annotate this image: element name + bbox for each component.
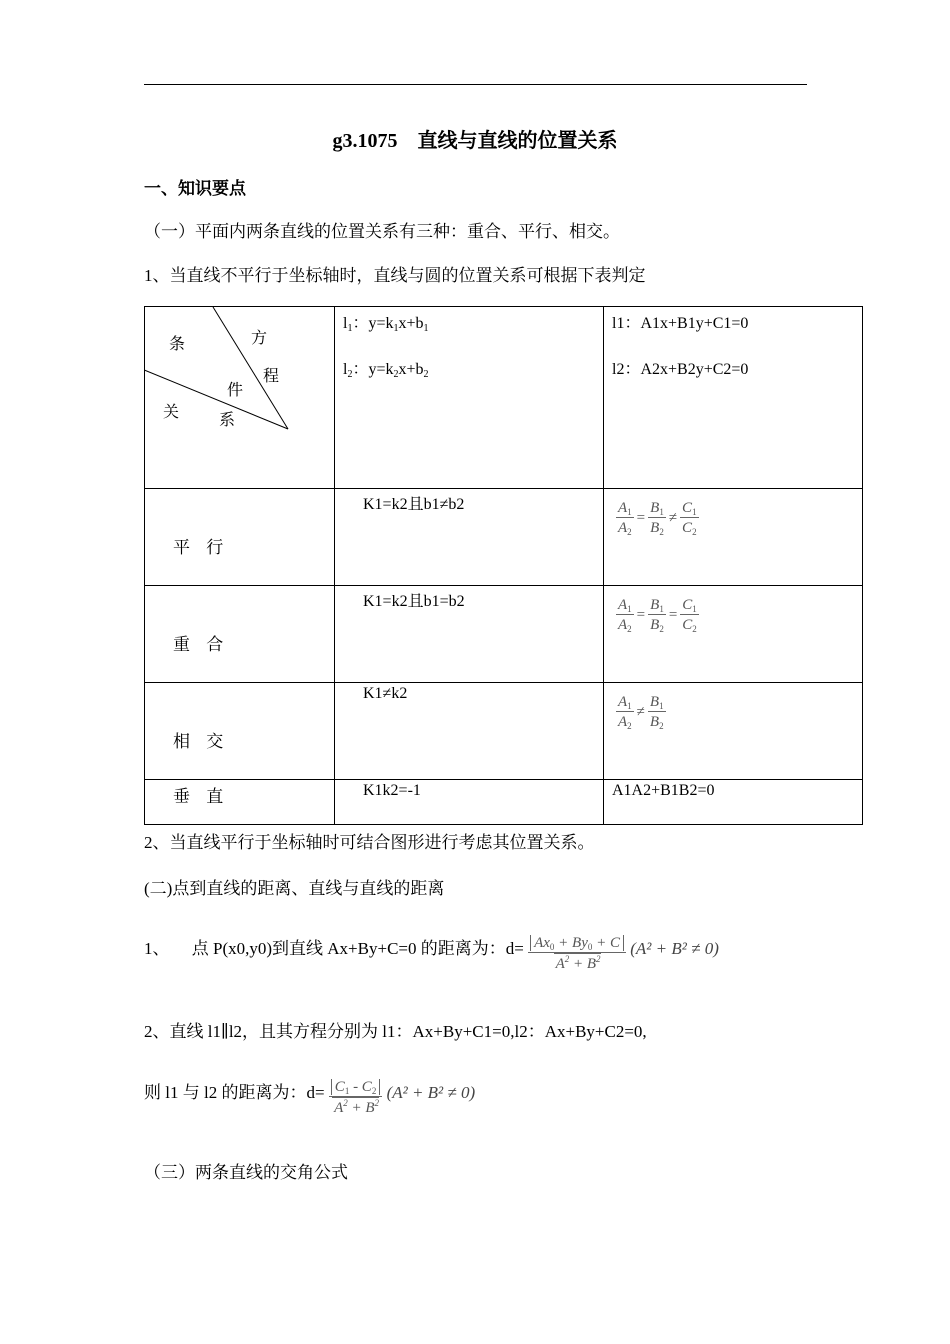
row-label: 重 合 xyxy=(173,635,230,654)
eq-l2-general: l2：A2x+B2y+C2=0 xyxy=(612,361,749,378)
coef-condition: $\frac{A_1}{A_2}$ ≠ $\frac{B_1}{B_2}$ xyxy=(618,694,664,731)
diagonal-header-cell xyxy=(145,307,335,489)
subsection-3: （三）两条直线的交角公式 xyxy=(144,1163,348,1182)
diag-label-jian: 件 xyxy=(227,382,244,399)
diag-label-cheng: 程 xyxy=(263,368,280,385)
subsection-2: (二)点到直线的距离、直线与直线的距离 xyxy=(144,879,445,898)
relation-table xyxy=(144,306,863,825)
slope-condition: K1=k2且b1≠b2 xyxy=(363,496,465,513)
distance-formula-1: $\frac{Ax_0 + By_0 + C}{A^2 + B^2}$ xyxy=(528,934,626,974)
coef-condition: A1A2+B1B2=0 xyxy=(612,782,715,799)
eq-l1-slope: $l_1$：$y=k_1x+b_1$ xyxy=(343,315,429,334)
distance-formula-2: $\frac{C_1 - C_2}{A^2 + B^2}$ xyxy=(329,1078,383,1118)
diag-label-fang: 方 xyxy=(251,330,268,347)
diag-label-xi: 系 xyxy=(219,412,236,429)
diag-label-tiao: 条 xyxy=(169,336,186,353)
table-row-perpendicular xyxy=(145,780,863,825)
parallel-line-distance: 则 l1 与 l2 的距离为：d= $\frac{C_1 - C_2}{A^2 + B^2}$ (A² + B² ≠ 0) xyxy=(144,1079,476,1116)
item-2: 2、当直线平行于坐标轴时可结合图形进行考虑其位置关系。 xyxy=(144,833,595,852)
item-1: 1、当直线不平行于坐标轴时，直线与圆的位置关系可根据下表判定 xyxy=(144,266,646,285)
header-slope-form xyxy=(335,307,604,489)
top-rule xyxy=(144,84,807,85)
slope-condition: K1≠k2 xyxy=(363,685,408,702)
eq-l2-slope: $l_2$：$y=k_2x+b_2$ xyxy=(343,361,429,380)
slope-condition: K1=k2且b1=b2 xyxy=(363,593,465,610)
row-label: 垂 直 xyxy=(173,787,230,806)
row-label: 相 交 xyxy=(173,732,230,751)
diag-label-guan: 关 xyxy=(163,404,180,421)
coef-condition: $\frac{A_1}{A_2}$ = $\frac{B_1}{B_2}$ = $\frac{C_1}{C_2}$ xyxy=(618,597,697,634)
parallel-lines-statement: 2、直线 l1∥l2，且其方程分别为 l1：Ax+By+C1=0,l2：Ax+By+C2=0, xyxy=(144,1022,647,1041)
eq-l1-general: l1：A1x+B1y+C1=0 xyxy=(612,315,749,332)
page-title: g3.1075 直线与直线的位置关系 xyxy=(332,130,618,152)
table-header-row xyxy=(145,307,863,489)
coef-condition: $\frac{A_1}{A_2}$ = $\frac{B_1}{B_2}$ ≠ $\frac{C_1}{C_2}$ xyxy=(618,500,697,537)
header-general-form xyxy=(604,307,863,489)
row-label: 平 行 xyxy=(173,538,230,557)
subsection-1: （一）平面内两条直线的位置关系有三种：重合、平行、相交。 xyxy=(144,222,620,241)
point-line-distance: 1、 点 P(x0,y0)到直线 Ax+By+C=0 的距离为：d= $\frac{Ax_0 + By_0 + C}{A^2 + B^2}$ (A² + B² ≠ 0) xyxy=(144,935,719,972)
table-row-intersect xyxy=(145,683,863,780)
table-row-parallel xyxy=(145,489,863,586)
table-row-coincide xyxy=(145,586,863,683)
slope-condition: K1k2=-1 xyxy=(363,782,421,799)
section-heading-1: 一、知识要点 xyxy=(144,179,246,198)
